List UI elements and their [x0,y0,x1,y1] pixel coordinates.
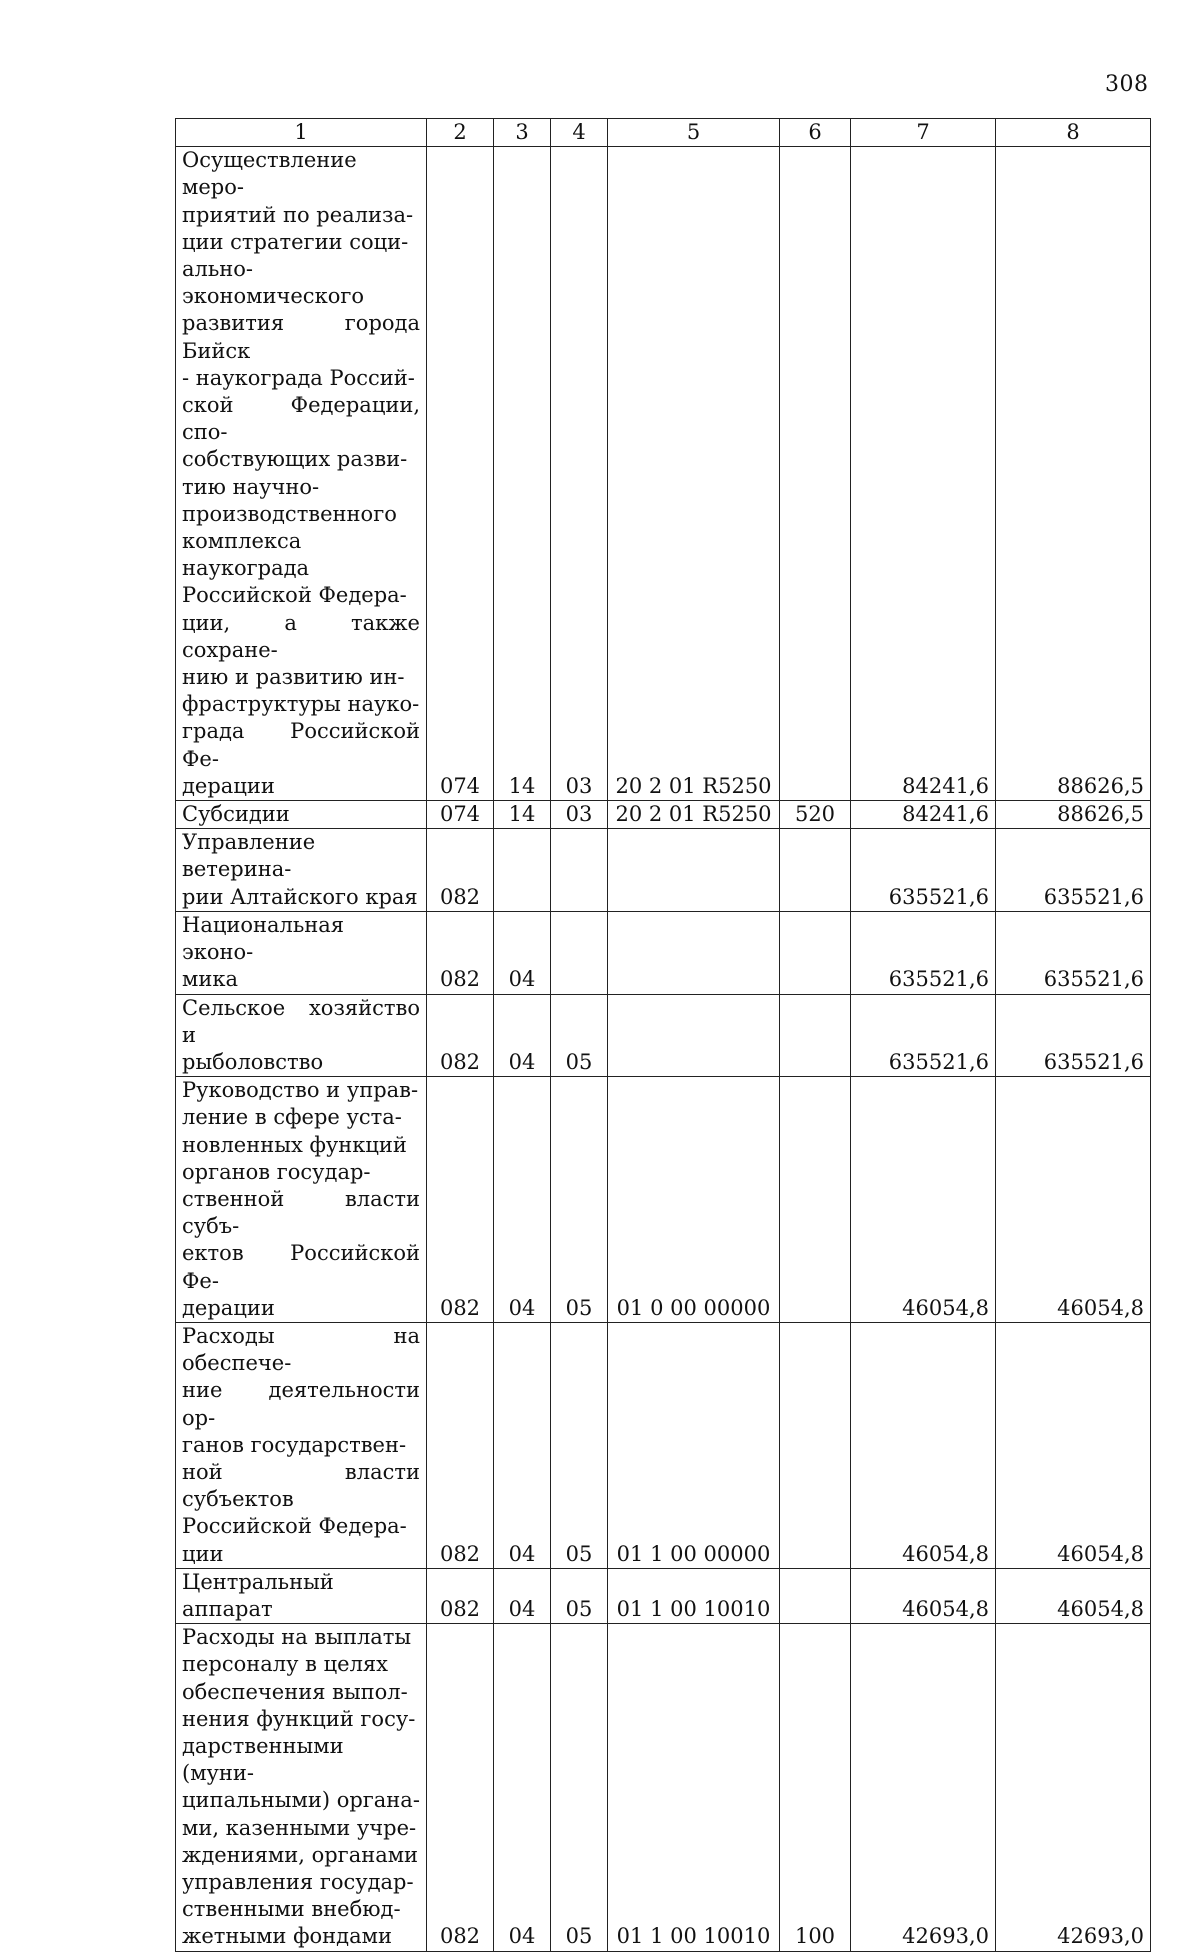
section-code: 14 [494,147,551,801]
amount-col8: 635521,6 [996,911,1151,994]
section-code: 14 [494,801,551,829]
ministry-code: 074 [427,147,494,801]
target-article-code: 01 0 00 00000 [608,1077,780,1323]
amount-col7: 84241,6 [851,801,996,829]
target-article-code: 01 1 00 10010 [608,1568,780,1623]
ministry-code: 082 [427,994,494,1077]
subsection-code [551,911,608,994]
subsection-code: 03 [551,147,608,801]
row-name: Руководство и управ- ление в сфере уста- новленных функций органов государ- ственной власти субъ- ектов Российской Фе- дерации [176,1077,427,1323]
column-header: 5 [608,119,780,147]
table-row [176,911,1151,994]
amount-col7: 635521,6 [851,994,996,1077]
section-code: 04 [494,911,551,994]
target-article-code: 01 1 00 00000 [608,1322,780,1568]
subsection-code: 05 [551,1322,608,1568]
subsection-code: 05 [551,1077,608,1323]
subsection-code: 05 [551,1568,608,1623]
target-article-code [608,829,780,912]
ministry-code: 074 [427,801,494,829]
ministry-code: 082 [427,1624,494,1951]
expense-type-code [780,911,851,994]
column-header: 6 [780,119,851,147]
table-row [176,829,1151,912]
section-code: 04 [494,1077,551,1323]
section-code: 04 [494,1322,551,1568]
ministry-code: 082 [427,1568,494,1623]
row-name: Управление ветерина- рии Алтайского края [176,829,427,912]
row-name: Расходы на выплаты персоналу в целях обеспечения выпол- нения функций госу- дарственными (муни- ципальными) органа- ми, казенными учре- ждениями, органами управления государ- ственными внебюд- жетными фондами [176,1624,427,1951]
amount-col8: 46054,8 [996,1322,1151,1568]
expense-type-code [780,1322,851,1568]
amount-col7: 635521,6 [851,829,996,912]
amount-col7: 84241,6 [851,147,996,801]
row-name: Сельское хозяйство и рыболовство [176,994,427,1077]
target-article-code [608,994,780,1077]
expense-type-code: 520 [780,801,851,829]
expense-type-code [780,147,851,801]
table-row [176,1077,1151,1323]
amount-col7: 46054,8 [851,1077,996,1323]
section-code: 04 [494,1568,551,1623]
column-header: 3 [494,119,551,147]
column-header: 2 [427,119,494,147]
expense-type-code [780,1077,851,1323]
expense-type-code [780,1568,851,1623]
column-header: 7 [851,119,996,147]
section-code: 04 [494,1624,551,1951]
subsection-code: 03 [551,801,608,829]
row-name: Осуществление меро- приятий по реализа- ции стратегии соци- ально-экономического развития города Бийск - наукограда Россий- ской Федерации, спо- собствующих разви- тию научно- производственного комплекса наукограда Российской Федера- ции, а также сохране- нию и развитию ин- фраструктуры науко- града Российской Фе- дерации [176,147,427,801]
ministry-code: 082 [427,829,494,912]
subsection-code [551,829,608,912]
amount-col8: 88626,5 [996,801,1151,829]
row-name: Национальная эконо- мика [176,911,427,994]
page-number: 308 [1105,72,1149,97]
table-row [176,147,1151,801]
target-article-code: 01 1 00 10010 [608,1624,780,1951]
amount-col8: 635521,6 [996,994,1151,1077]
ministry-code: 082 [427,911,494,994]
target-article-code: 20 2 01 R5250 [608,147,780,801]
expense-type-code [780,829,851,912]
amount-col7: 42693,0 [851,1624,996,1951]
amount-col7: 46054,8 [851,1568,996,1623]
expense-type-code [780,994,851,1077]
ministry-code: 082 [427,1322,494,1568]
amount-col8: 46054,8 [996,1568,1151,1623]
column-header: 1 [176,119,427,147]
table-row [176,994,1151,1077]
target-article-code [608,911,780,994]
budget-table [175,118,1151,1952]
amount-col7: 46054,8 [851,1322,996,1568]
amount-col8: 42693,0 [996,1624,1151,1951]
table-row [176,1624,1151,1951]
header-row [176,119,1151,147]
section-code [494,829,551,912]
section-code: 04 [494,994,551,1077]
subsection-code: 05 [551,1624,608,1951]
amount-col8: 635521,6 [996,829,1151,912]
column-header: 4 [551,119,608,147]
amount-col7: 635521,6 [851,911,996,994]
amount-col8: 46054,8 [996,1077,1151,1323]
table-row [176,1568,1151,1623]
subsection-code: 05 [551,994,608,1077]
row-name: Расходы на обеспече- ние деятельности ор- ганов государствен- ной власти субъектов Российской Федера- ции [176,1322,427,1568]
row-name: Центральный аппарат [176,1568,427,1623]
amount-col8: 88626,5 [996,147,1151,801]
table-row [176,1322,1151,1568]
table-row [176,801,1151,829]
target-article-code: 20 2 01 R5250 [608,801,780,829]
column-header: 8 [996,119,1151,147]
row-name: Субсидии [176,801,427,829]
expense-type-code: 100 [780,1624,851,1951]
ministry-code: 082 [427,1077,494,1323]
